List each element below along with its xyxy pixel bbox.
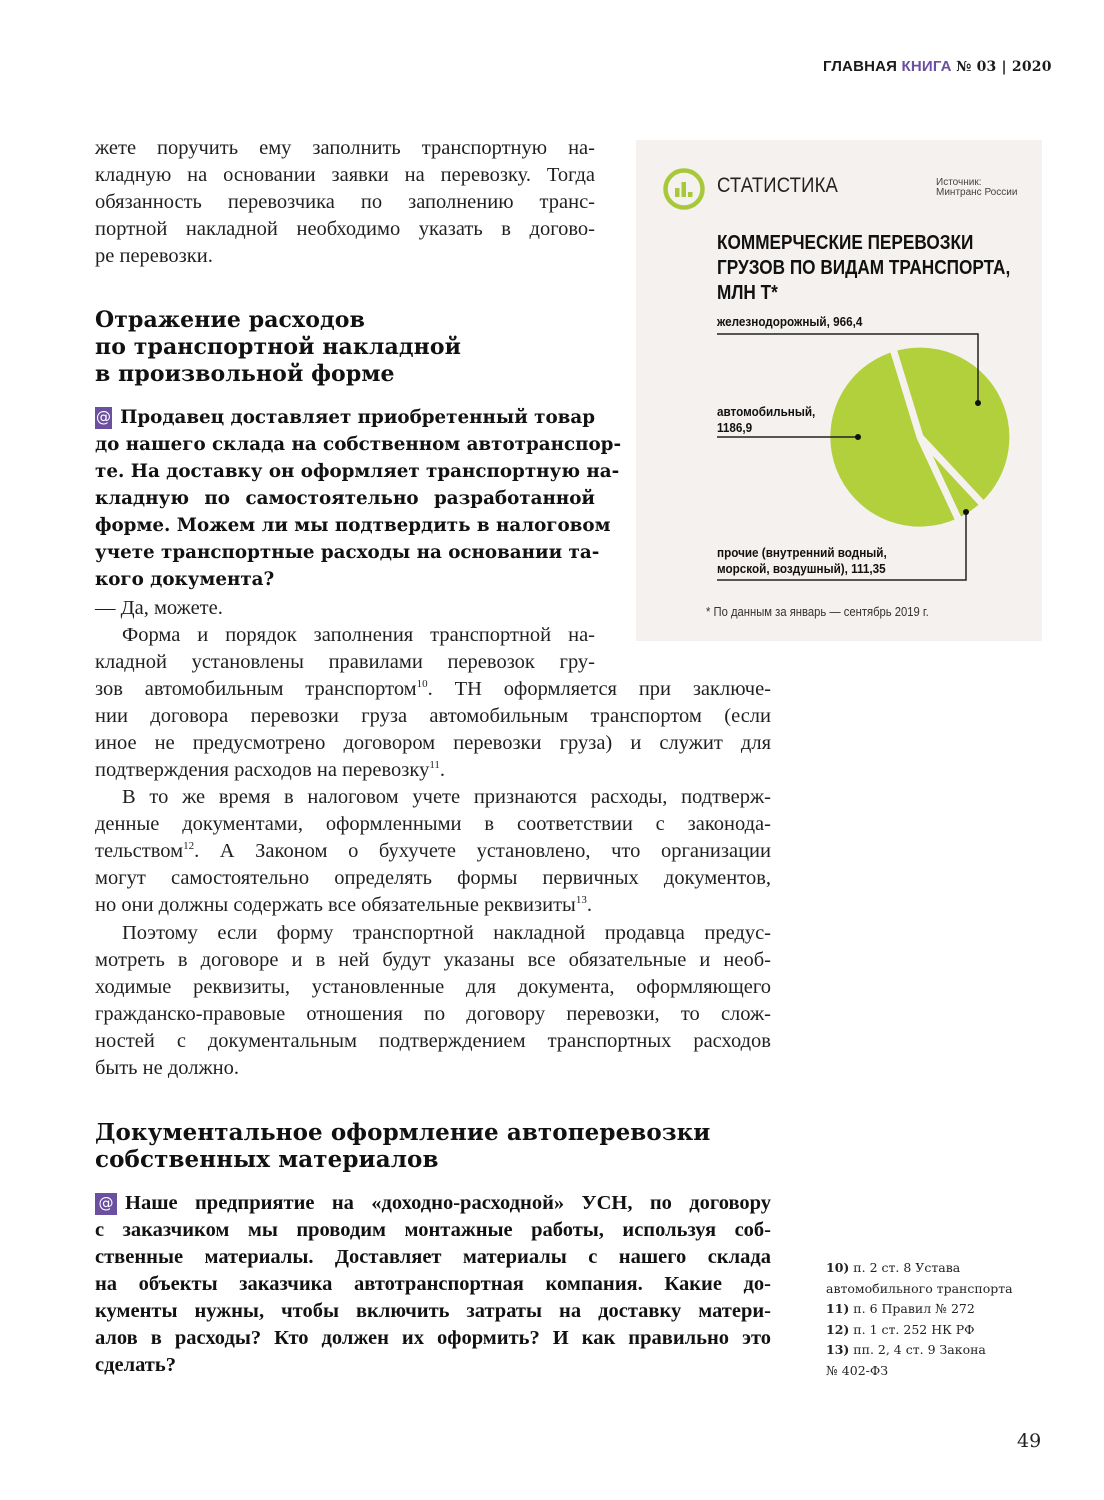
- footnote-ref: 12: [183, 840, 195, 852]
- text-line: ностей с документальным подтверждением транспортных расходов: [95, 1030, 771, 1052]
- footnote-text: автомобильного транспорта: [826, 1280, 1013, 1296]
- text-line: могут самостоятельно определять формы первичных документов,: [95, 867, 771, 889]
- text-line: жете поручить ему заполнить транспортную на-: [95, 137, 595, 159]
- footnote-number: 11): [826, 1301, 850, 1316]
- chart-title-line: МЛН Т*: [717, 282, 778, 304]
- source-label: Источник:: [936, 177, 982, 188]
- footnote-text: п. 6 Правил № 272: [853, 1301, 975, 1316]
- text-span: тельством: [95, 840, 184, 862]
- label-auto: [717, 404, 815, 436]
- footnote-number: 12): [826, 1321, 850, 1337]
- text-line: кладную по самостоятельно разработанной: [95, 488, 595, 509]
- footnote-text: пп. 2, 4 ст. 9 Закона: [853, 1342, 986, 1357]
- at-icon: @: [95, 1193, 117, 1215]
- text-line: кументы нужны, чтобы включить затраты на доставку матери-: [95, 1300, 771, 1322]
- chart-footnote: * По данным за январь — сентябрь 2019 г.: [706, 605, 929, 619]
- text-line: кого документа?: [95, 569, 275, 590]
- footnote-text: п. 2 ст. 8 Устава: [853, 1260, 961, 1275]
- footnotes: [826, 1258, 1013, 1381]
- text-line: [95, 892, 592, 919]
- footnote-12: [826, 1320, 1013, 1341]
- chart-title-line: КОММЕРЧЕСКИЕ ПЕРЕВОЗКИ: [717, 232, 974, 254]
- text-line: денные документами, оформленными в соответствии с законода-: [95, 813, 771, 835]
- page-number: 49: [1017, 1430, 1042, 1452]
- text-line: Наше предприятие на «доходно-расходной» УСН, по договору: [125, 1192, 771, 1214]
- chart-title-line: ГРУЗОВ ПО ВИДАМ ТРАНСПОРТА,: [717, 257, 1011, 279]
- heading-line: по транспортной накладной: [95, 334, 462, 360]
- heading-line: Документальное оформление автоперевозки: [95, 1119, 711, 1146]
- text-line: учете транспортные расходы на основании та-: [95, 542, 600, 563]
- heading-line: в произвольной форме: [95, 361, 395, 387]
- text-line: с заказчиком мы проводим монтажные работы, используя соб-: [95, 1219, 771, 1241]
- text-line: те. На доставку он оформляет транспортную на-: [95, 461, 620, 482]
- text-line: ре перевозки.: [95, 245, 213, 267]
- text-line: кладную на основании заявки на перевозку. Тогда: [95, 164, 595, 186]
- footnote-text: № 402-ФЗ: [826, 1362, 889, 1378]
- text-line: сделать?: [95, 1354, 176, 1376]
- text-span: .: [586, 894, 592, 916]
- heading-line: Отражение расходов: [95, 307, 365, 333]
- text-line: обязанность перевозчика по заполнению транс-: [95, 191, 595, 213]
- text-line: В то же время в налоговом учете признаются расходы, подтверж-: [122, 786, 771, 808]
- panel-title: СТАТИСТИКА: [717, 174, 839, 197]
- footnote-ref: 13: [575, 894, 587, 906]
- text-line: портной накладной необходимо указать в догово-: [95, 218, 595, 240]
- text-line: Форма и порядок заполнения транспортной на-: [122, 624, 595, 646]
- footnote-13: [826, 1340, 1013, 1361]
- footnote-10: [826, 1258, 1013, 1279]
- magazine-name: ГЛАВНАЯ: [823, 58, 898, 75]
- text-line: до нашего склада на собственном автотранспор-: [95, 434, 622, 455]
- text-line: [95, 757, 445, 784]
- text-span: подтверждения расходов на перевозку: [95, 759, 430, 781]
- footnote-number: 13): [826, 1342, 850, 1357]
- text-line: кладной установлены правилами перевозок гру-: [95, 651, 595, 673]
- magazine-name-accent: КНИГА: [901, 58, 952, 75]
- text-span: зов автомобильным транспортом: [95, 678, 417, 700]
- source-value: Минтранс России: [936, 187, 1018, 198]
- text-line: [95, 676, 771, 703]
- footnote-ref: 10: [416, 678, 428, 690]
- text-line: Поэтому если форму транспортной накладной продавца предус-: [122, 922, 771, 944]
- text-line: мотреть в договоре и в ней будут указаны все обязательные и необ-: [95, 949, 771, 971]
- heading-line: собственных материалов: [95, 1146, 439, 1173]
- text-line: Продавец доставляет приобретенный товар: [120, 407, 595, 428]
- answer-text: — Да, можете.: [95, 597, 223, 619]
- question-first-line: [95, 1190, 771, 1217]
- label-other: [717, 545, 887, 577]
- text-span: . ТН оформляется при заключе-: [427, 678, 771, 700]
- text-line: ственные материалы. Доставляет материалы с нашего склада: [95, 1246, 771, 1268]
- running-header: [823, 58, 1052, 75]
- text-line: ходимые реквизиты, установленные для документа, оформляющего: [95, 976, 771, 998]
- text-span: . А Законом о бухучете установлено, что организации: [194, 840, 771, 862]
- footnote-text: п. 1 ст. 252 НК РФ: [853, 1321, 975, 1337]
- footnote-ref: 11: [429, 759, 440, 771]
- label-line: прочие (внутренний водный,: [717, 545, 887, 560]
- footnote-11: [826, 1299, 1013, 1320]
- at-icon: @: [95, 407, 112, 429]
- issue-number: № 03 | 2020: [956, 59, 1052, 75]
- section-heading-1: [95, 307, 461, 388]
- label-line: автомобильный,: [717, 404, 816, 419]
- text-line: иное не предусмотрено договором перевозки груза) и служит для: [95, 732, 771, 754]
- text-line: гражданско-правовые отношения по договору перевозки, то слож-: [95, 1003, 771, 1025]
- footnote-number: 10): [826, 1260, 850, 1275]
- text-line: алов в расходы? Кто должен их оформить? И как правильно это: [95, 1327, 771, 1349]
- text-line: на объекты заказчика автотранспортная компания. Какие до-: [95, 1273, 771, 1295]
- statistics-panel: [636, 140, 1042, 641]
- label-line: морской, воздушный), 111,35: [717, 561, 886, 576]
- section-heading-2: [95, 1119, 710, 1173]
- text-span: .: [439, 759, 446, 781]
- question-first-line: [95, 404, 595, 431]
- text-line: быть не должно.: [95, 1057, 239, 1079]
- text-line: форме. Можем ли мы подтвердить в налоговом: [95, 515, 611, 536]
- text-span: но они должны содержать все обязательные реквизиты: [95, 894, 576, 916]
- text-line: [95, 838, 771, 865]
- label-line: 1186,9: [717, 420, 753, 435]
- label-railway: железнодорожный, 966,4: [717, 314, 863, 329]
- text-line: нии договора перевозки груза автомобильным транспортом (если: [95, 705, 771, 727]
